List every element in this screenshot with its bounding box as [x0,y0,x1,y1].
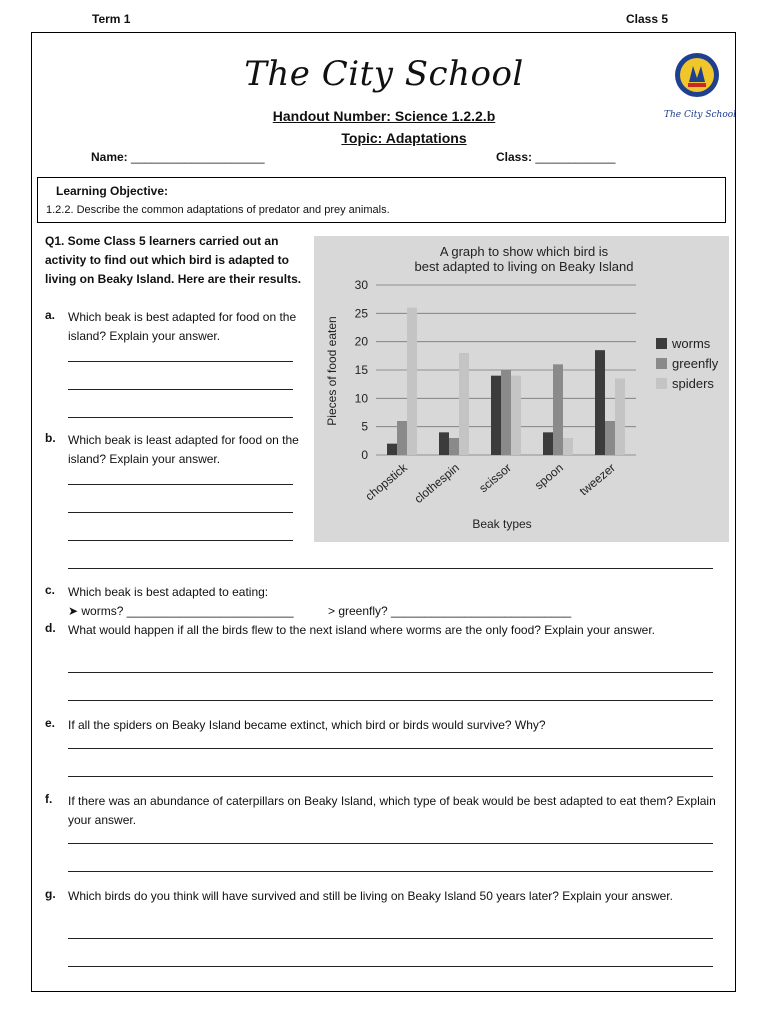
bar-worms-spoon [543,432,553,455]
bar-greenfly-spoon [553,364,563,455]
answer-line[interactable] [68,843,713,844]
question-e-letter: e. [45,716,56,730]
term-label: Term 1 [92,12,131,26]
legend-swatch-spiders [656,378,667,389]
question-d-letter: d. [45,621,56,635]
y-tick-label: 10 [354,391,368,406]
legend-swatch-worms [656,338,667,349]
legend-label-greenfly: greenfly [672,356,719,371]
x-tick-label: tweezer [576,460,618,499]
question-c-letter: c. [45,583,56,597]
objective-text: 1.2.2. Describe the common adaptations of predator and prey animals. [46,204,390,216]
question-a-text: Which beak is best adapted for food on the island? Explain your answer. [68,310,297,343]
bar-spiders-scissor [511,376,521,455]
question-f-letter: f. [45,792,53,806]
answer-line[interactable] [68,871,713,872]
class-field[interactable] [496,150,615,164]
bar-worms-clothespin [439,432,449,455]
answer-line[interactable] [68,484,293,485]
y-tick-label: 15 [354,363,368,377]
chart-title: A graph to show which bird is best adapted to living on Beaky Island [414,244,634,274]
bar-spiders-tweezer [615,379,625,456]
answer-line[interactable] [68,966,713,967]
legend-label-spiders: spiders [672,376,714,391]
topic-title: Topic: Adaptations [341,130,467,146]
answer-line[interactable] [68,938,713,939]
question-e-text: If all the spiders on Beaky Island became extinct, which bird or birds would survive? Why? [68,718,546,732]
worms-answer[interactable]: ➤ worms? _________________________ [68,604,294,618]
answer-line[interactable] [68,776,713,777]
legend-label-worms: worms [672,336,711,351]
bar-spiders-clothespin [459,353,469,455]
answer-line[interactable] [68,672,713,673]
bar-greenfly-clothespin [449,438,459,455]
bar-spiders-chopstick [407,308,417,455]
bar-worms-chopstick [387,444,397,455]
x-tick-label: clothespin [411,460,462,507]
name-label: Name: [91,150,128,164]
answer-line[interactable] [68,389,293,390]
x-tick-label: spoon [531,460,566,493]
bar-chart [314,236,729,542]
question-g-letter: g. [45,887,56,901]
y-tick-label: 5 [361,419,368,434]
q1-intro: Q1. Some Class 5 learners carried out an activity to find out which bird is adapted to living on Beaky Island. Here are their results. [45,234,302,286]
school-logo-icon [674,52,720,98]
bar-spiders-spoon [563,438,573,455]
question-a-letter: a. [45,308,56,322]
answer-line[interactable] [68,512,293,513]
bar-greenfly-scissor [501,370,511,455]
name-blank[interactable]: ____________________ [131,150,265,164]
answer-line[interactable] [68,417,293,418]
class-header-label: Class 5 [626,12,669,26]
y-tick-label: 20 [354,334,368,349]
question-b-text: Which beak is least adapted for food on the island? Explain your answer. [68,433,299,466]
question-b-letter: b. [45,431,56,445]
answer-line[interactable] [68,568,713,569]
answer-line[interactable] [68,361,293,362]
name-field[interactable] [91,150,265,164]
bar-worms-scissor [491,376,501,455]
greenfly-answer[interactable]: > greenfly? ___________________________ [328,604,572,618]
x-tick-label: scissor [476,460,514,496]
logo-caption: The City School [664,110,737,120]
x-axis-label: Beak types [472,517,532,531]
bar-worms-tweezer [595,350,605,455]
class-label: Class: [496,150,533,164]
class-blank[interactable]: ____________ [535,150,616,164]
objective-title: Learning Objective: [56,184,169,198]
answer-line[interactable] [68,748,713,749]
bar-greenfly-chopstick [397,421,407,455]
handout-number: Handout Number: Science 1.2.2.b [272,108,496,124]
question-d-text: What would happen if all the birds flew to the next island where worms are the only food? Explain your answer. [68,623,655,637]
y-tick-label: 25 [354,306,368,321]
bar-greenfly-tweezer [605,421,615,455]
legend-swatch-greenfly [656,358,667,369]
chart-panel [314,236,729,542]
question-c-text: Which beak is best adapted to eating: [68,585,269,599]
question-g-text: Which birds do you think will have survived and still be living on Beaky Island 50 years later? Explain your answer. [68,889,673,903]
answer-line[interactable] [68,540,293,541]
question-f-text: If there was an abundance of caterpillars on Beaky Island, which type of beak would be best adapted to eat them? Explain your answer. [68,794,716,827]
y-axis-label: Pieces of food eaten [325,316,339,426]
x-tick-label: chopstick [362,460,410,504]
school-title: The City School [244,54,524,94]
answer-line[interactable] [68,700,713,701]
y-tick-label: 30 [354,278,368,292]
y-tick-label: 0 [361,448,368,462]
